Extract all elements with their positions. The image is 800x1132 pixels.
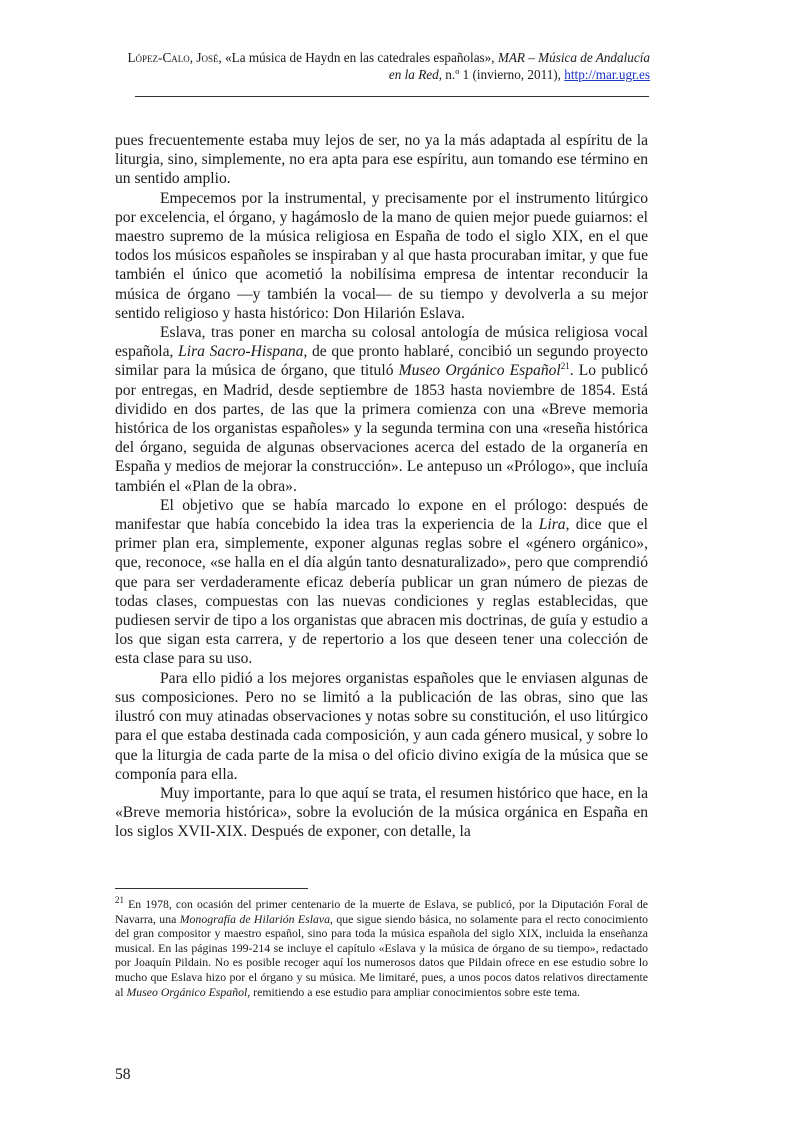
body-text (115, 131, 648, 842)
footnote-text-c: , remitiendo a ese estudio para ampliar conocimientos sobre este tema. (247, 984, 581, 999)
p4-lira-title: Lira (538, 516, 566, 534)
paragraph-3 (115, 323, 648, 496)
p3-text-c: . Lo publicó por entregas, en Madrid, desde septiembre de 1853 hasta noviembre de 1854. Está dividido en dos partes, de las que la primera comienza con una «Breve memoria histórica de los organistas españoles» y la segunda termina con una «reseña histórica del órgano, seguida de algunas observaciones acerca del estado de la organería en España y medios de mejorar la construcción». Le antepuso un «Prólogo», que incluía también el «Plan de la obra». (115, 362, 648, 495)
header-article-title: «La música de Haydn en las catedrales españolas», (225, 50, 495, 65)
running-header (110, 50, 650, 83)
header-issue: , n.º 1 (invierno, 2011), (438, 66, 561, 82)
p3-text-b: , de que pronto hablaré, concibió un segundo proyecto similar para la música de órgano, que tituló (115, 343, 648, 380)
p4-text-b: , dice que el primer plan era, simplemente, exponer algunas reglas sobre el «género orgánico», que, reconoce, «se halla en el día algún tanto desnaturalizado», pero que comprendió que para ser verdaderamente eficaz debería publicar un gran número de piezas de todas clases, compuestas con las nuevas condiciones y reglas establecidas, que pudiesen servir de tipo a los organistas que abracen mis doctrinas, de guía y estudio a los que sigan esta carrera, y de repertorio a los que deseen tener una colección de esta clase para su uso. (115, 516, 648, 668)
footnote-ref-21[interactable]: 21 (560, 361, 570, 372)
p3-museo-title: Museo Orgánico Español (398, 362, 561, 380)
p4-text-a: El objetivo que se había marcado lo expone en el prólogo: después de manifestar que había concebido la idea tras la experiencia de la (115, 496, 648, 534)
footnote-text-b: , que sigue siendo básica, no solamente para el recto conocimiento del gran compositor y maestro español, sino para toda la música española del siglo XIX, incluida la enseñanza musical. En las páginas 199-214 se incluye el capítulo «Eslava y la música de órgano de su tiempo», redactado por Joaquín Pildain. No es posible recoger aquí los numerosos datos que Pildain ofrece en ese estudio sobre lo mucho que Eslava hizo por el órgano y su música. Me limitaré, pues, a unos pocos datos relativos directamente al (115, 911, 649, 999)
p3-lira-title: Lira Sacro-Hispana (178, 343, 304, 361)
footnote-text-a: En 1978, con ocasión del primer centenario de la muerte de Eslava, se publicó, por la Diputación Foral de Navarra, una (115, 897, 648, 926)
paragraph-6: Muy importante, para lo que aquí se trata, el resumen histórico que hace, en la «Breve memoria histórica», sobre la evolución de la música orgánica en España en los siglos XVII-XIX. Después de exponer, con detalle, la (115, 784, 648, 841)
paragraph-2: Empecemos por la instrumental, y precisamente por el instrumento litúrgico por excelencia, el órgano, y hagámoslo de la mano de quien mejor puede guiarnos: el maestro supremo de la música religiosa en España de todo el siglo XIX, en el que todos los músicos españoles se inspiraban y al que hasta procuraban imitar, y que fue también el único que acometió la nobilísima empresa de intentar reconducir la música de órgano —y también la vocal— de su tiempo y devolverla a su mejor sentido religioso y hasta histórico: Don Hilarión Eslava. (115, 189, 648, 322)
header-journal: MAR – Música de Andalucía (497, 50, 650, 65)
page-number: 58 (115, 1066, 131, 1083)
footnote-21 (115, 897, 648, 999)
header-line-1 (110, 50, 650, 67)
p3-text-a: Eslava, tras poner en marcha su colosal antología de música religiosa vocal española, (115, 324, 648, 361)
header-line-2 (110, 67, 650, 84)
footnote-title-2: Museo Orgánico Español (126, 984, 248, 999)
paragraph-1: pues frecuentemente estaba muy lejos de ser, no ya la más adaptada al espíritu de la liturgia, sino, simplemente, no era apta para ese espíritu, aun tomando ese término en un sentido amplio. (115, 132, 648, 188)
header-journal-end: en la Red (388, 66, 439, 82)
footnote-title-1: Monografía de Hilarión Eslava (179, 911, 331, 926)
header-author: López-Calo, José, (127, 50, 222, 65)
paragraph-4 (115, 496, 648, 669)
header-rule (135, 96, 649, 97)
header-url-link[interactable]: http://mar.ugr.es (564, 66, 650, 82)
footnote-rule (115, 888, 308, 889)
footnote-number: 21 (115, 895, 124, 906)
paragraph-5: Para ello pidió a los mejores organistas españoles que le enviasen algunas de sus composiciones. Pero no se limitó a la publicación de las obras, sino que las ilustró con muy atinadas observaciones y notas sobre su constitución, el uso litúrgico para el que estaba destinada cada composición, y aun cada género musical, y sobre lo que la liturgia de cada parte de la misa o del oficio divino exigía de la música que se componía para ella. (115, 669, 648, 783)
